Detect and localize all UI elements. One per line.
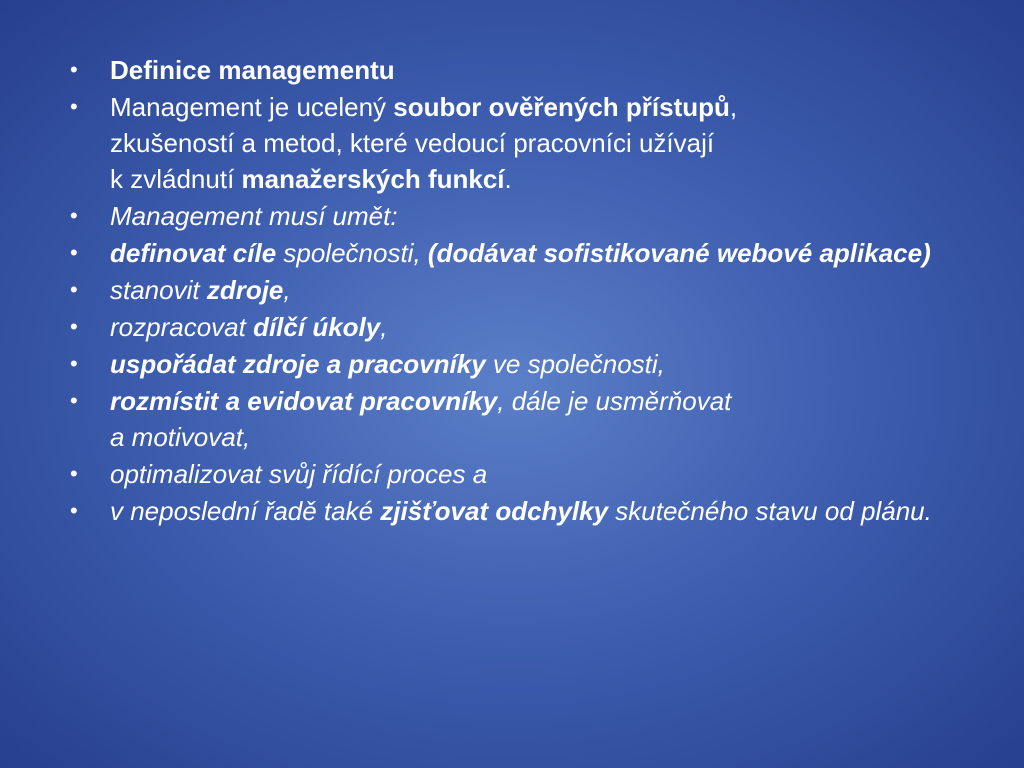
bullet-item [70, 346, 970, 382]
bullet-text-segment: rozpracovat [110, 312, 254, 342]
bullet-text-segment: Definice managementu [110, 55, 395, 85]
bullet-text-segment: zkušeností a metod, které vedoucí pracovníci užívají [110, 128, 715, 158]
bullet-text-segment: společnosti, [276, 238, 428, 268]
bullet-text-segment: rozmístit a evidovat pracovníky [110, 386, 498, 416]
bullet-item [70, 89, 970, 197]
bullet-icon: • [70, 94, 78, 119]
bullet-text-segment: soubor ověřených přístupů [393, 92, 730, 122]
bullet-icon: • [70, 351, 78, 376]
bullet-text-segment: a motivovat, [110, 422, 251, 452]
bullet-list [70, 52, 970, 530]
bullet-item [70, 235, 970, 271]
bullet-text-segment: optimalizovat svůj řídící proces a [110, 459, 488, 489]
bullet-text-segment: dílčí úkoly [253, 312, 381, 342]
bullet-icon: • [70, 388, 78, 413]
bullet-text-segment: definovat cíle [110, 238, 277, 268]
bullet-text-segment: , [283, 275, 291, 305]
bullet-text-segment: Management musí umět: [110, 201, 398, 231]
bullet-item [70, 198, 970, 234]
bullet-text-segment: uspořádat zdroje a pracovníky [110, 349, 486, 379]
bullet-icon: • [70, 240, 78, 265]
bullet-item [70, 52, 970, 88]
bullet-icon: • [70, 203, 78, 228]
bullet-text-segment: (dodávat sofistikované webové aplikace) [427, 238, 931, 268]
bullet-item [70, 309, 970, 345]
bullet-icon: • [70, 57, 78, 82]
bullet-item [70, 456, 970, 492]
bullet-item [70, 493, 970, 529]
bullet-text-segment: zdroje [206, 275, 284, 305]
bullet-text-segment: k zvládnutí [110, 164, 242, 194]
bullet-item [70, 383, 970, 455]
bullet-icon: • [70, 498, 78, 523]
bullet-text-segment: stanovit [110, 275, 207, 305]
bullet-text-segment: zjišťovat odchylky [380, 496, 609, 526]
bullet-icon: • [70, 314, 78, 339]
bullet-icon: • [70, 461, 78, 486]
bullet-text-segment: manažerských funkcí [241, 164, 505, 194]
bullet-text-segment: v neposlední řadě také [110, 496, 381, 526]
bullet-text-segment: ve společnosti, [485, 349, 665, 379]
bullet-text-segment: . [504, 164, 512, 194]
bullet-icon: • [70, 277, 78, 302]
bullet-text-segment: , [380, 312, 388, 342]
bullet-text-segment: , [729, 92, 738, 122]
bullet-item [70, 272, 970, 308]
bullet-text-segment: skutečného stavu od plánu. [608, 496, 932, 526]
bullet-text-segment: Management je ucelený [110, 92, 394, 122]
bullet-text-segment: , dále je usměrňovat [497, 386, 732, 416]
